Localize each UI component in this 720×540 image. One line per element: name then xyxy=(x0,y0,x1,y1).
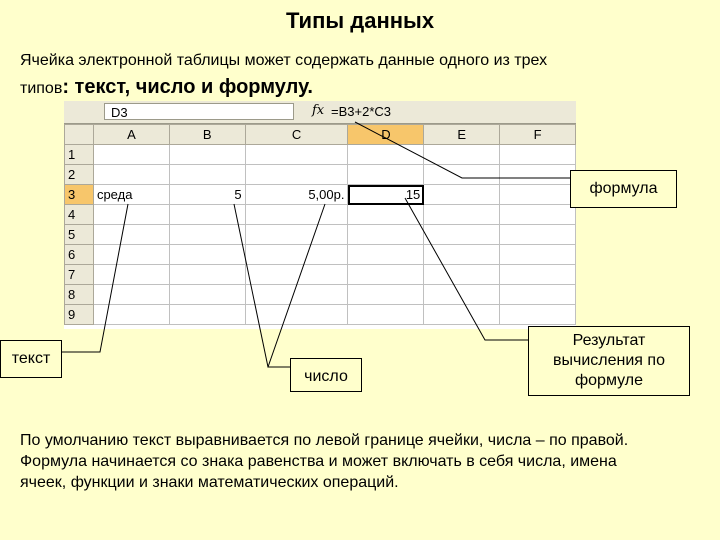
row-header-3[interactable]: 3 xyxy=(65,185,94,205)
intro-types-list: : текст, число и формулу. xyxy=(62,76,313,98)
row-header-2[interactable]: 2 xyxy=(65,165,94,185)
column-header-a[interactable]: A xyxy=(93,125,169,145)
formula-callout: формула xyxy=(570,170,677,208)
row-header-6[interactable]: 6 xyxy=(65,245,94,265)
intro-line-1: Ячейка электронной таблицы может содержать данные одного из трех xyxy=(20,52,548,69)
result-callout: Результат вычисления по формуле xyxy=(528,326,690,396)
column-header-f[interactable]: F xyxy=(500,125,576,145)
footer-line-1: По умолчанию текст выравнивается по левой границе ячейки, числа – по правой. xyxy=(20,432,629,449)
fx-icon[interactable]: fx xyxy=(312,103,325,118)
footer-line-3: ячеек, функции и знаки математических операций. xyxy=(20,474,399,491)
cell-a3[interactable]: среда xyxy=(93,185,169,205)
page-title: Типы данных xyxy=(285,8,435,33)
row-header-5[interactable]: 5 xyxy=(65,225,94,245)
column-header-d[interactable]: D xyxy=(348,125,424,145)
cell-c3[interactable]: 5,00р. xyxy=(245,185,348,205)
column-header-b[interactable]: B xyxy=(169,125,245,145)
footer-text xyxy=(20,430,715,493)
footer-line-2: Формула начинается со знака равенства и может включать в себя числа, имена xyxy=(20,453,617,470)
text-pointer-line xyxy=(62,204,128,352)
row-header-4[interactable]: 4 xyxy=(65,205,94,225)
column-header-e[interactable]: E xyxy=(424,125,500,145)
row-header-8[interactable]: 8 xyxy=(65,285,94,305)
intro-types-word: типов xyxy=(20,80,63,97)
row-header-9[interactable]: 9 xyxy=(65,305,94,325)
number-pointer-line-c xyxy=(268,204,325,367)
row-header-7[interactable]: 7 xyxy=(65,265,94,285)
formula-input[interactable]: =B3+2*C3 xyxy=(331,104,391,119)
row-header-1[interactable]: 1 xyxy=(65,145,94,165)
cell-d3[interactable]: 15 xyxy=(348,185,424,205)
number-pointer-line-b xyxy=(234,204,268,367)
number-callout: число xyxy=(290,358,362,392)
cell-b3[interactable]: 5 xyxy=(169,185,245,205)
formula-pointer-line xyxy=(355,122,570,178)
column-header-c[interactable]: C xyxy=(245,125,348,145)
text-callout: текст xyxy=(0,340,62,378)
result-pointer-line xyxy=(405,198,528,340)
name-box[interactable]: D3 xyxy=(104,103,294,120)
